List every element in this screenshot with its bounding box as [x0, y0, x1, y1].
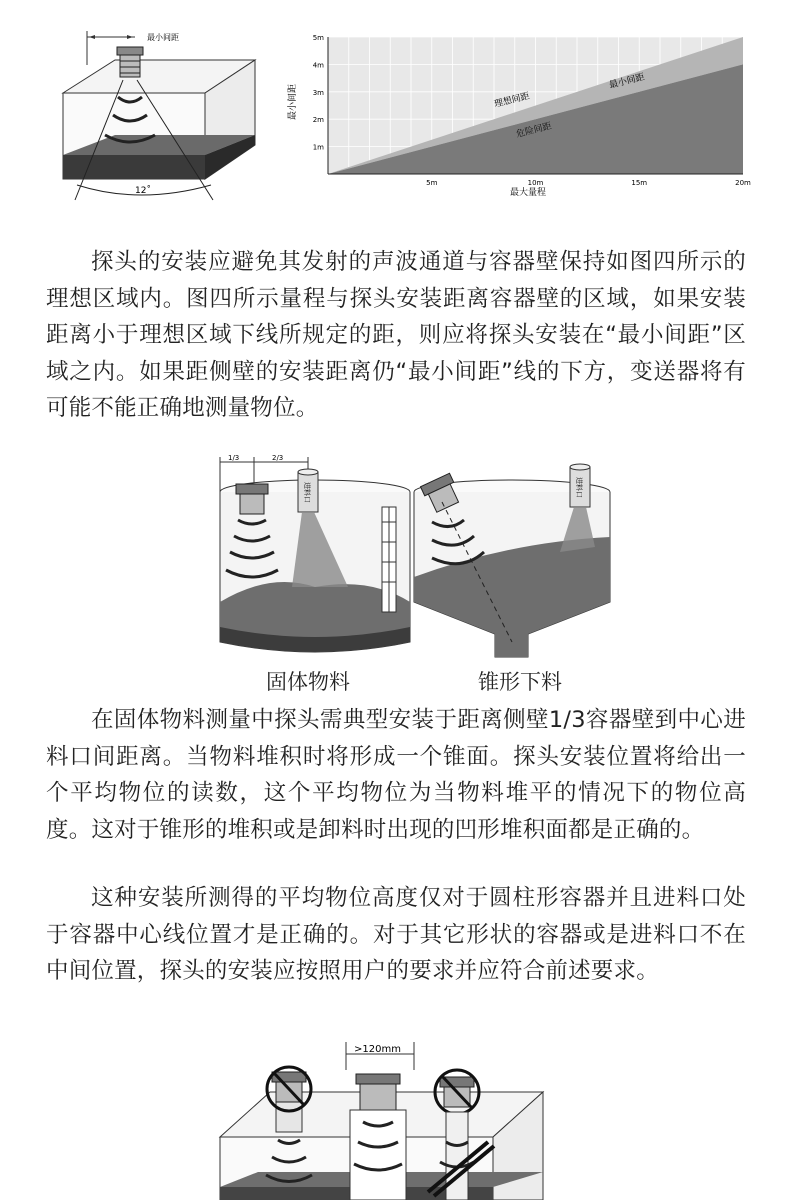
y-axis-label: 最小间距: [288, 83, 298, 120]
paragraph-cylindrical-vessel: 这种安装所测得的平均物位高度仅对于圆柱形容器并且进料口处于容器中心线位置才是正确的。对于其它形状的容器或是进料口不在中间位置，探头的安装应按照用户的要求并应符合前述要求。: [46, 885, 746, 984]
region-label-danger: 危险间距: [515, 121, 553, 140]
inlet-label-left: 进料口: [303, 482, 311, 503]
paragraph-solid-measurement: 在固体物料测量中探头需典型安装于距离侧壁1/3容器壁到中心进料口间距离。当物料堆积时将形成一个锥面。探头安装位置将给出一个平均物位的读数，这个平均物位为当物料堆平的情况下的物位高度。这对于锥形的堆积或是卸料时出现的凹形堆积面都是正确的。: [46, 707, 746, 843]
mounting-distance-chart: [285, 25, 765, 205]
x-axis-label: 最大量程: [510, 188, 547, 198]
dim-one-third: 1/3: [228, 454, 240, 462]
y-tick-label: 1m: [312, 143, 324, 152]
x-tick-label: 20m: [735, 179, 751, 187]
dim-two-thirds: 2/3: [272, 454, 284, 462]
paragraph-installation-zone: 探头的安装应避免其发射的声波通道与容器壁保持如图四所示的理想区域内。图四所示量程与探头安装距离容器壁的区域，如果安装距离小于理想区域下线所规定的距，则应将探头安装在“最小间距”区域之内。如果距侧壁的安装距离仍“最小间距”线的下方，变送器将有可能不能正确地测量物位。: [46, 249, 746, 421]
x-tick-label: 10m: [527, 179, 544, 187]
x-tick-label: 15m: [631, 179, 648, 187]
min-distance-label: 最小间距: [147, 33, 179, 42]
y-tick-label: 4m: [312, 61, 324, 70]
caption-solid-material: 固体物料: [266, 670, 350, 694]
y-tick-label: 3m: [312, 88, 324, 97]
region-label-ideal: 理想间距: [493, 91, 531, 110]
region-label-min: 最小间距: [608, 72, 646, 91]
beam-angle-label: 12˚: [135, 186, 151, 196]
y-tick-label: 2m: [312, 116, 324, 125]
y-tick-label: 5m: [312, 34, 324, 42]
caption-cone-discharge: 锥形下料: [478, 670, 562, 694]
x-tick-label: 5m: [426, 179, 438, 187]
min-distance-tank-figure: [55, 25, 275, 205]
nozzle-installation-figure: [218, 1042, 548, 1200]
distance-label: >120mm: [354, 1044, 401, 1055]
inlet-label-right: 进料口: [575, 477, 583, 498]
silo-installation-figure: [210, 452, 620, 662]
